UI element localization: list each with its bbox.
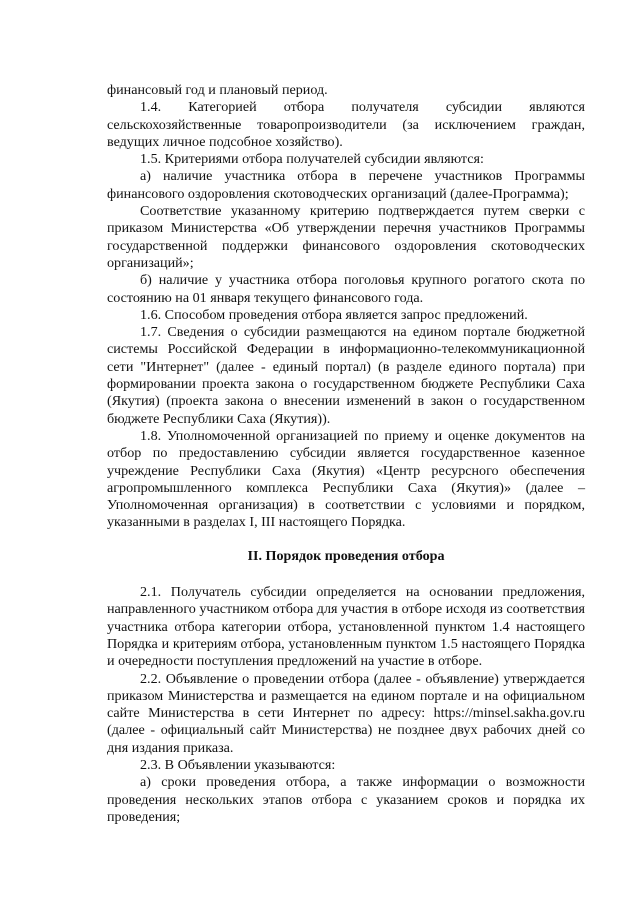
paragraph-1-4: 1.4. Категорией отбора получателя субсидии являются сельскохозяйственные товаропроизводители (за исключением граждан, ведущих личное подсобное хозяйство). bbox=[107, 99, 585, 150]
paragraph-continuation: финансовый год и плановый период. bbox=[107, 82, 328, 98]
paragraph-1-5-b: б) наличие у участника отбора поголовья крупного рогатого скота по состоянию на 01 января текущего финансового года. bbox=[107, 272, 585, 306]
paragraph-1-6: 1.6. Способом проведения отбора является запрос предложений. bbox=[140, 306, 528, 323]
document-page bbox=[107, 82, 585, 826]
paragraph-2-3-a: а) сроки проведения отбора, а также информации о возможности проведения нескольких этапов отбора с указанием сроков и порядка их проведения; bbox=[107, 774, 585, 825]
paragraph-1-5-a: а) наличие участника отбора в перечене участников Программы финансового оздоровления скотоводческих организаций (далее-Программа); bbox=[107, 168, 585, 202]
paragraph-2-3: 2.3. В Объявлении указываются: bbox=[140, 756, 336, 773]
paragraph-1-5: 1.5. Критериями отбора получателей субсидии являются: bbox=[140, 151, 484, 168]
paragraph-2-2: 2.2. Объявление о проведении отбора (далее - объявление) утверждается приказом Министерства и размещается на едином портале и на официальном сайте Министерства в сети Интернет по адресу: https://minsel.sakha.gov.ru (далее - официальный сайт Министерства) не позднее двух рабочих дней со дня издания приказа. bbox=[107, 670, 585, 756]
paragraph-1-7: 1.7. Сведения о субсидии размещаются на едином портале бюджетной системы Российской Федерации в информационно-телекоммуникационной сети "Интернет" (далее - единый портал) (в разделе единого портала) при формировании проекта закона о государственном бюджете Республики Саха (Якутия) (проекта закона о внесении изменений в закон о государственном бюджете Республики Саха (Якутия)). bbox=[107, 324, 585, 427]
section-2-heading: II. Порядок проведения отбора bbox=[247, 547, 445, 564]
paragraph-1-5-conformity: Соответствие указанному критерию подтверждается путем сверки с приказом Министерства «Об утверждении перечня участников Программы государственной поддержки финансового оздоровления скотоводческих организаций»; bbox=[107, 203, 585, 271]
paragraph-1-8: 1.8. Уполномоченной организацией по приему и оценке документов на отбор по предоставлению субсидии является государственное казенное учреждение Республики Саха (Якутия) «Центр ресурсного обеспечения агропромышленного комплекса Республики Саха (Якутия)» (далее – Уполномоченная организация) в соответствии с условиями и порядком, указанными в разделах I, III настоящего Порядка. bbox=[107, 427, 585, 531]
paragraph-2-1: 2.1. Получатель субсидии определяется на основании предложения, направленного участником отбора для участия в отборе исходя из соответствия участника отбора категории отбора, установленной пунктом 1.4 настоящего Порядка и критериям отбора, установленным пунктом 1.5 настоящего Порядка и очередности поступления предложений на участие в отборе. bbox=[107, 584, 585, 670]
